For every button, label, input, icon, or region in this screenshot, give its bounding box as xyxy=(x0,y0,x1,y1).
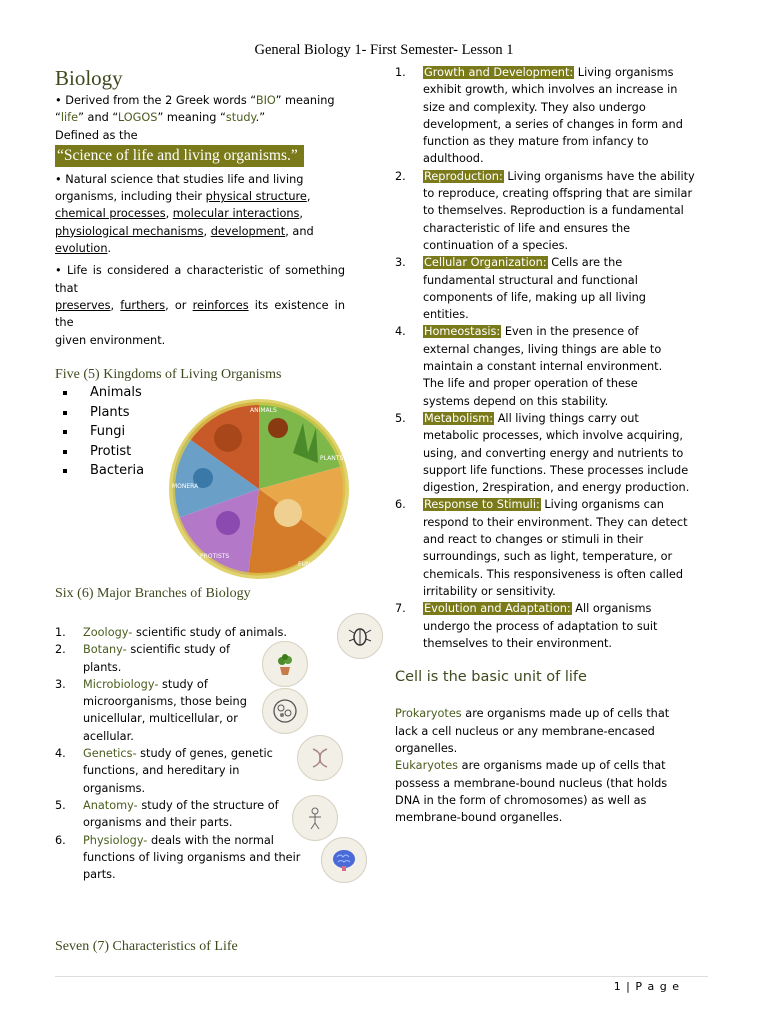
text-run: , xyxy=(306,190,311,204)
natural-science-text xyxy=(55,171,345,257)
dna-icon xyxy=(297,735,343,781)
underlined-term: preserves xyxy=(55,298,111,312)
text-run: , xyxy=(203,224,211,238)
life-text xyxy=(55,262,345,348)
item-number: 3. xyxy=(395,256,406,270)
animal-shape xyxy=(268,418,288,438)
branch-desc: study of the structure of organisms and their parts. xyxy=(83,798,279,830)
branch-desc: scientific study of plants. xyxy=(83,643,230,674)
characteristic-label: Homeostasis: xyxy=(424,325,501,339)
page-title: Biology xyxy=(55,66,123,90)
characteristic-text: Cells are the fundamental structural and functional components of life, making up all living entities. xyxy=(423,256,646,322)
item-number: 4. xyxy=(55,747,66,761)
item-number: 5. xyxy=(395,411,406,425)
text-run: ” meaning “ xyxy=(55,94,335,125)
text-run: ” meaning “ xyxy=(157,111,226,125)
list-item xyxy=(55,641,243,676)
page-number: 1 | P a g e xyxy=(613,980,680,993)
list-item xyxy=(55,676,258,745)
underlined-term: development xyxy=(210,224,286,238)
underlined-term: physiological mechanisms xyxy=(55,224,204,238)
kingdoms-wheel-image xyxy=(158,398,360,580)
term-eukaryotes: Eukaryotes xyxy=(395,759,459,773)
characteristic-text: All organisms undergo the process of adaptation to suit themselves to their environment. xyxy=(423,602,658,650)
item-number: 2. xyxy=(395,169,406,183)
underlined-term: molecular interactions xyxy=(172,207,300,221)
list-item: Bacteria xyxy=(63,461,345,481)
text-run: , or xyxy=(165,298,193,312)
characteristic-label: Growth and Development: xyxy=(424,66,574,79)
item-number: 7. xyxy=(395,602,406,616)
term-logos: LOGOS xyxy=(117,111,158,125)
list-item xyxy=(395,64,695,168)
item-number: 6. xyxy=(55,833,66,847)
prokaryotes-text xyxy=(395,705,680,757)
characteristic-text: Living organisms can respond to their environment. They can detect and react to changes or stimuli in their surroundings, such as light, temperature, or chemicals. This responsiveness is often called irritability or sensitivity. xyxy=(423,498,688,598)
seven-heading: Seven (7) Characteristics of Life xyxy=(55,939,238,954)
footer-divider xyxy=(55,976,708,977)
characteristic-label: Evolution and Adaptation: xyxy=(424,602,571,616)
item-number: 6. xyxy=(395,498,406,512)
underlined-term: physical structure xyxy=(205,190,307,204)
branch-desc: deals with the normal functions of living organisms and their parts. xyxy=(83,833,301,882)
list-item: Fungi xyxy=(63,422,345,442)
underlined-term: chemical processes xyxy=(55,207,166,221)
wheel-label: MONERA xyxy=(172,483,199,490)
branch-name: Microbiology- xyxy=(83,677,159,691)
item-number: 2. xyxy=(55,643,66,657)
list-item xyxy=(395,496,688,600)
list-item: Animals xyxy=(63,383,345,403)
anatomy-icon xyxy=(292,795,338,841)
microbe-icon xyxy=(262,688,308,734)
list-item xyxy=(395,168,695,254)
term-study: study xyxy=(225,111,256,125)
characteristic-label: Response to Stimuli: xyxy=(424,498,540,512)
characteristic-text: Living organisms have the ability to reproduce, creating offspring that are similar to themselves. Reproduction is a fundamental characteristic of life and ensures the continuation of a species. xyxy=(423,169,695,252)
text-run: , xyxy=(299,207,304,221)
underlined-term: reinforces xyxy=(192,298,249,312)
characteristic-text: Living organisms exhibit growth, which involves an increase in size and complexity. They also undergo development, a series of changes in form and function as they mature from infancy to adulthood. xyxy=(423,66,683,166)
text-run: • Derived from the 2 Greek words “ xyxy=(55,94,256,107)
brain-icon xyxy=(321,837,367,883)
right-column xyxy=(395,64,695,826)
list-item: Protist xyxy=(63,442,345,462)
text-run: are organisms made up of cells that lack a cell nucleus or any membrane-encased organelles. xyxy=(395,707,670,755)
text-run: , xyxy=(110,298,121,312)
term-bio: BIO xyxy=(255,94,276,107)
list-item xyxy=(55,797,283,832)
page-header: General Biology 1- First Semester- Lesson 1 xyxy=(254,42,514,58)
animal-shape xyxy=(214,424,242,452)
wheel-label: PROTISTS xyxy=(200,553,230,560)
branch-name: Physiology- xyxy=(83,833,148,847)
item-number: 1. xyxy=(55,626,66,639)
text-run: . xyxy=(107,242,112,256)
branch-name: Zoology- xyxy=(83,626,133,639)
list-item: Plants xyxy=(63,403,345,423)
wheel-label: FUNGI xyxy=(298,561,317,568)
text-run: • Natural science that studies life and living organisms, including their xyxy=(55,172,304,204)
branch-desc: study of microorganisms, those being unicellular, multicellular, or acellular. xyxy=(83,677,247,743)
characteristic-text: Even in the presence of external changes, living things are able to maintain a constant internal environment. The life and proper operation of these systems depend on this stability. xyxy=(423,325,663,408)
fungi-shape xyxy=(274,499,302,527)
characteristic-text: All living things carry out metabolic processes, which involve acquiring, using, and converting energy and nutrients to support life functions. These processes include digestion, 2respiration, and energy production. xyxy=(423,411,690,495)
list-item xyxy=(55,624,323,641)
text-run: , and xyxy=(285,224,314,238)
wheel-label: PLANTS xyxy=(320,455,344,462)
branch-name: Anatomy- xyxy=(83,798,138,812)
plant-pot-icon xyxy=(262,641,308,687)
text-run: .” xyxy=(255,111,266,125)
term-life: life xyxy=(60,111,79,125)
branches-heading: Six (6) Major Branches of Biology xyxy=(55,586,251,601)
item-number: 3. xyxy=(55,677,66,691)
underlined-term: furthers xyxy=(120,298,166,312)
text-run: its existence in the xyxy=(55,298,345,330)
item-number: 5. xyxy=(55,798,66,812)
branch-desc: study of genes, genetic functions, and hereditary in organisms. xyxy=(83,747,273,795)
list-item xyxy=(55,832,308,884)
characteristic-label: Cellular Organization: xyxy=(424,256,547,270)
text-line xyxy=(55,297,345,332)
wheel-label: ANIMALS xyxy=(250,407,277,414)
characteristic-label: Reproduction: xyxy=(424,169,503,183)
list-item xyxy=(395,410,695,496)
eukaryotes-text xyxy=(395,757,680,826)
text-run: • Life is considered a characteristic of something that xyxy=(55,264,345,295)
text-run: are organisms made up of cells that possess a membrane-bound nucleus (that holds DNA in the form of chromosomes) as well as membrane-bound organelles. xyxy=(395,759,668,825)
item-number: 1. xyxy=(395,66,406,79)
protist-shape xyxy=(216,511,240,535)
list-item xyxy=(395,254,658,323)
underlined-term: evolution xyxy=(55,242,108,256)
characteristic-label: Metabolism: xyxy=(424,411,494,425)
kingdoms-heading: Five (5) Kingdoms of Living Organisms xyxy=(55,366,282,382)
beetle-icon xyxy=(337,613,383,659)
branch-desc: scientific study of animals. xyxy=(132,626,287,639)
list-item xyxy=(395,323,678,409)
cell-heading: Cell is the basic unit of life xyxy=(395,669,587,686)
defined-as: Defined as the xyxy=(55,128,138,142)
list-item xyxy=(55,745,283,797)
item-number: 4. xyxy=(395,325,406,339)
term-prokaryotes: Prokaryotes xyxy=(395,707,462,721)
branch-name: Genetics- xyxy=(83,747,137,761)
list-item xyxy=(395,600,688,652)
text-run: ” and “ xyxy=(78,111,118,125)
definition-banner: “Science of life and living organisms.” xyxy=(55,145,304,167)
text-run: given environment. xyxy=(55,333,166,347)
text-run: , xyxy=(165,207,173,221)
derived-text xyxy=(55,92,345,127)
branch-name: Botany- xyxy=(83,643,127,657)
